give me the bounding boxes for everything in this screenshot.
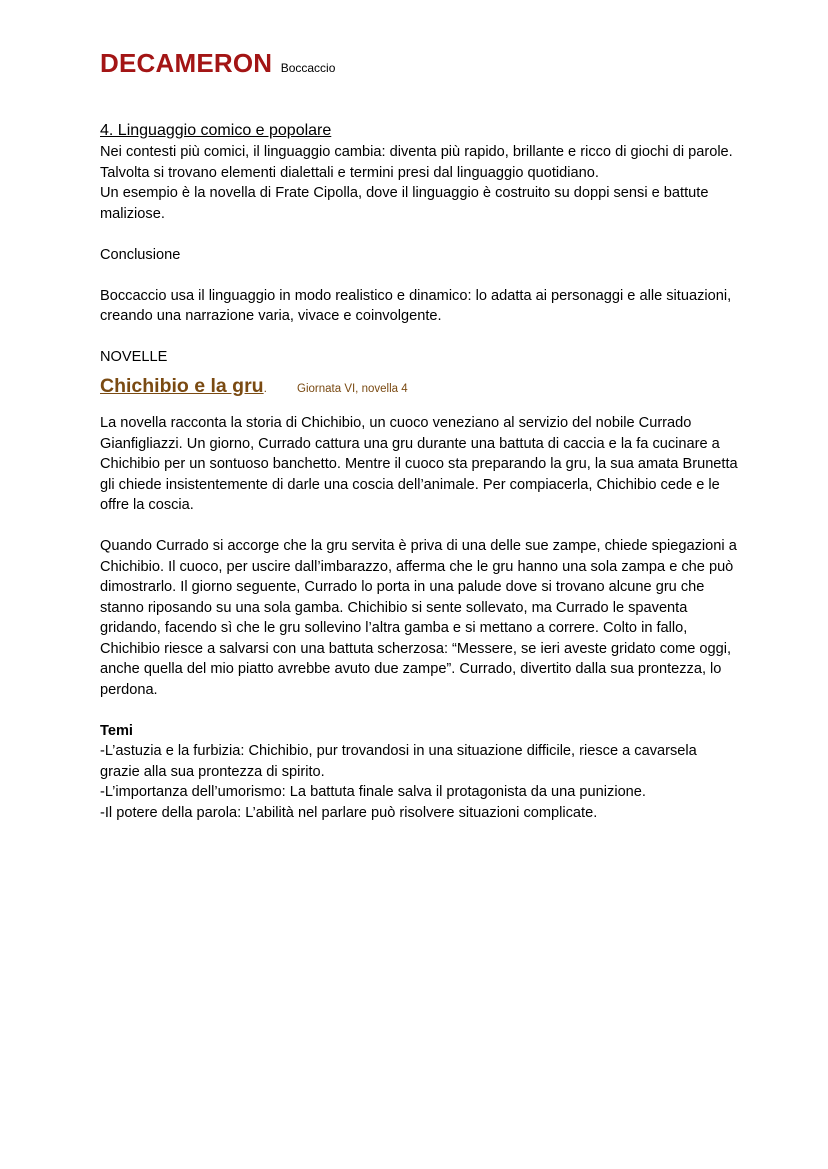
- paragraph-line: Nei contesti più comici, il linguaggio cambia: diventa più rapido, brillante e ricco di giochi di parole.: [100, 144, 733, 160]
- novella-title-dot: .: [263, 380, 267, 395]
- paragraph-line: Talvolta si trovano elementi dialettali e termini presi dal linguaggio quotidiano.: [100, 164, 599, 181]
- document-header: [100, 48, 335, 79]
- novella-title: Chichibio e la gru: [100, 374, 264, 397]
- novella-heading: [100, 376, 740, 400]
- novella-paragraph: Quando Currado si accorge che la gru servita è priva di una delle sue zampe, chiede spiegazioni a Chichibio. Il cuoco, per uscire dall’imbarazzo, afferma che le gru hanno una sola zampa e che può dimostrarlo. Il giorno seguente, Currado lo porta in una palude dove si trovano alcune gru che stanno riposando su una sola gamba. Chichibio si sente sollevato, ma Currado le spaventa gridando, facendo sì che le gru sollevino l’altra gamba e si mettano a correre. Colto in fallo, Chichibio riesce a salvarsi con una battuta scherzosa: “Messere, se ieri aveste gridato come oggi, anche quella del mio piatto avrebbe avuto due zampe”. Currado, divertito dalla sua prontezza, lo perdona.: [100, 538, 737, 698]
- paragraph-line: Un esempio è la novella di Frate Cipolla, dove il linguaggio è costruito su doppi sensi e battute maliziose.: [100, 185, 709, 222]
- document-author: Boccaccio: [280, 61, 336, 75]
- novelle-label: NOVELLE: [100, 349, 168, 365]
- conclusione-text: Boccaccio usa il linguaggio in modo realistico e dinamico: lo adatta ai personaggi e alle situazioni, creando una narrazione varia, vivace e coinvolgente.: [100, 287, 732, 324]
- section-heading-linguaggio-comico: 4. Linguaggio comico e popolare: [100, 122, 332, 139]
- temi-item: -L’astuzia e la furbizia: Chichibio, pur trovandosi in una situazione difficile, riesce a cavarsela grazie alla sua prontezza di spirito.: [100, 743, 697, 780]
- temi-item: -L’importanza dell’umorismo: La battuta finale salva il protagonista da una punizione.: [100, 784, 646, 800]
- temi-item: -Il potere della parola: L’abilità nel parlare può risolvere situazioni complicate.: [100, 804, 598, 821]
- temi-heading: Temi: [100, 722, 133, 739]
- novella-reference: Giornata VI, novella 4: [297, 382, 408, 395]
- novella-paragraph: La novella racconta la storia di Chichibio, un cuoco veneziano al servizio del nobile Currado Gianfigliazzi. Un giorno, Currado cattura una gru durante una battuta di caccia e la fa cucinare a Chichibio per un sontuoso banchetto. Mentre il cuoco sta preparando la gru, la sua amata Brunetta gli chiede insistentemente di darle una coscia dell’animale. Per compiacerla, Chichibio cede e le offre la coscia.: [100, 415, 738, 513]
- document-title: DECAMERON: [100, 48, 273, 78]
- conclusione-heading: Conclusione: [100, 246, 181, 263]
- document-body: [100, 120, 740, 823]
